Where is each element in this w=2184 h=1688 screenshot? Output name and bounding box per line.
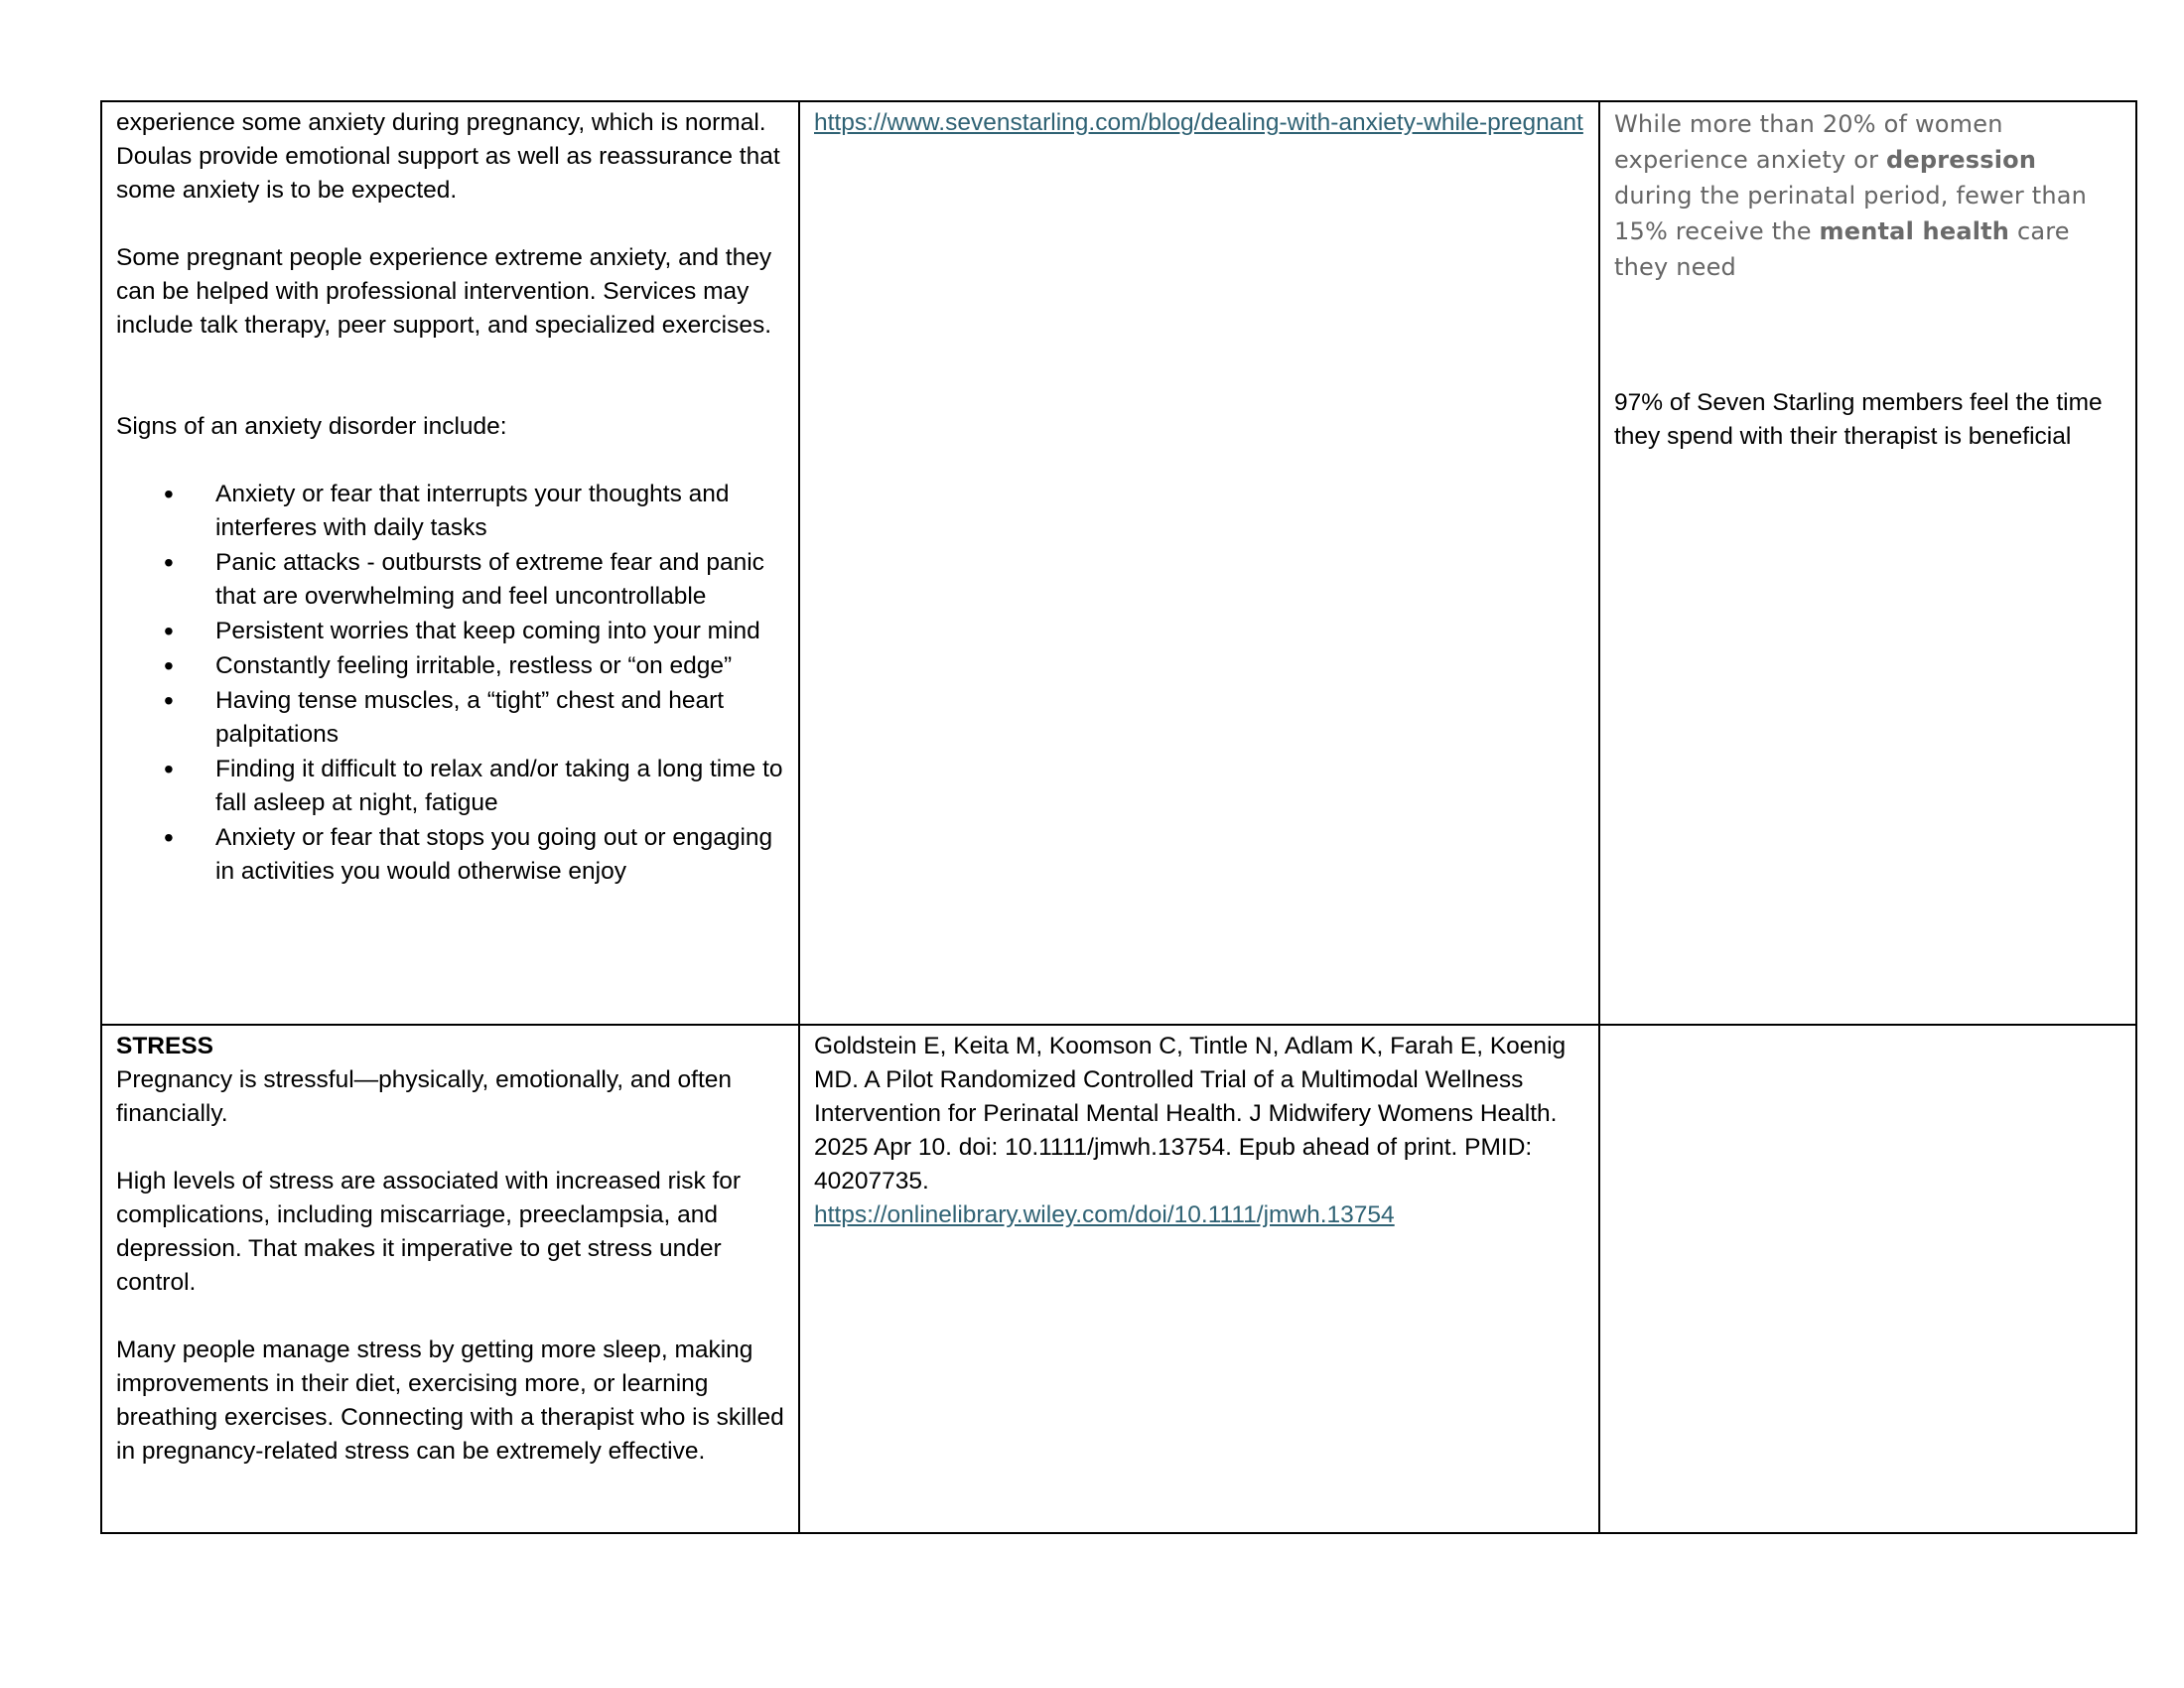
list-item: • Persistent worries that keep coming into your mind bbox=[116, 615, 784, 648]
anxiety-content-cell bbox=[101, 101, 799, 1025]
sevenstarling-source-link[interactable]: https://www.sevenstarling.com/blog/dealing-with-anxiety-while-pregnant bbox=[814, 109, 1583, 136]
list-item: • Anxiety or fear that interrupts your thoughts and interferes with daily tasks bbox=[116, 478, 784, 545]
stress-content-cell bbox=[101, 1025, 799, 1533]
anxiety-signs-list bbox=[116, 478, 784, 889]
stat-text: While more than 20% of women experience anxiety or bbox=[1614, 110, 2003, 174]
stat-text: during the perinatal period, fewer than 15% receive the bbox=[1614, 182, 2088, 245]
stat-bold-depression: depression bbox=[1886, 146, 2037, 174]
stress-source-cell bbox=[799, 1025, 1599, 1533]
member-stat-paragraph: 97% of Seven Starling members feel the time they spend with their therapist is beneficial bbox=[1614, 389, 2103, 450]
anxiety-source-cell bbox=[799, 101, 1599, 1025]
list-item: • Anxiety or fear that stops you going out or engaging in activities you would otherwise enjoy bbox=[116, 821, 784, 889]
anxiety-signs-intro: Signs of an anxiety disorder include: bbox=[116, 413, 507, 440]
anxiety-intervention-paragraph: Some pregnant people experience extreme anxiety, and they can be helped with professional intervention. Services may include talk therapy, peer support, and specialized exercises. bbox=[116, 244, 772, 339]
stress-stats-cell bbox=[1599, 1025, 2136, 1533]
anxiety-intro-paragraph: experience some anxiety during pregnancy, which is normal. Doulas provide emotional support as well as reassurance that some anxiety is to be expected. bbox=[116, 109, 780, 204]
stat-text: care they need bbox=[1614, 217, 2070, 281]
list-item: • Constantly feeling irritable, restless or “on edge” bbox=[116, 649, 784, 683]
stress-paragraph-1: Pregnancy is stressful—physically, emotionally, and often financially. bbox=[116, 1066, 733, 1127]
stress-paragraph-2: High levels of stress are associated with increased risk for complications, including miscarriage, preeclampsia, and depression. That makes it imperative to get stress under control. bbox=[116, 1168, 742, 1296]
wiley-source-link[interactable]: https://onlinelibrary.wiley.com/doi/10.1111/jmwh.13754 bbox=[814, 1201, 1395, 1228]
content-table bbox=[100, 100, 2137, 1534]
perinatal-stat-paragraph bbox=[1614, 106, 2121, 285]
list-item: • Having tense muscles, a “tight” chest and heart palpitations bbox=[116, 684, 784, 752]
stat-bold-mental-health: mental health bbox=[1819, 217, 2010, 245]
anxiety-stats-cell bbox=[1599, 101, 2136, 1025]
table-row-anxiety bbox=[101, 101, 2136, 1025]
table-row-stress bbox=[101, 1025, 2136, 1533]
list-item: • Panic attacks - outbursts of extreme fear and panic that are overwhelming and feel uncontrollable bbox=[116, 546, 784, 614]
stress-paragraph-3: Many people manage stress by getting more sleep, making improvements in their diet, exercising more, or learning breathing exercises. Connecting with a therapist who is skilled in pregnancy-related stress can be extremely effective. bbox=[116, 1336, 784, 1465]
stress-citation: Goldstein E, Keita M, Koomson C, Tintle N, Adlam K, Farah E, Koenig MD. A Pilot Randomized Controlled Trial of a Multimodal Wellness Intervention for Perinatal Mental Health. J Midwifery Womens Health. 2025 Apr 10. doi: 10.1111/jmwh.13754. Epub ahead of print. PMID: 40207735. bbox=[814, 1033, 1567, 1195]
stress-heading: STRESS bbox=[116, 1033, 214, 1059]
list-item: • Finding it difficult to relax and/or taking a long time to fall asleep at night, fatigue bbox=[116, 753, 784, 820]
